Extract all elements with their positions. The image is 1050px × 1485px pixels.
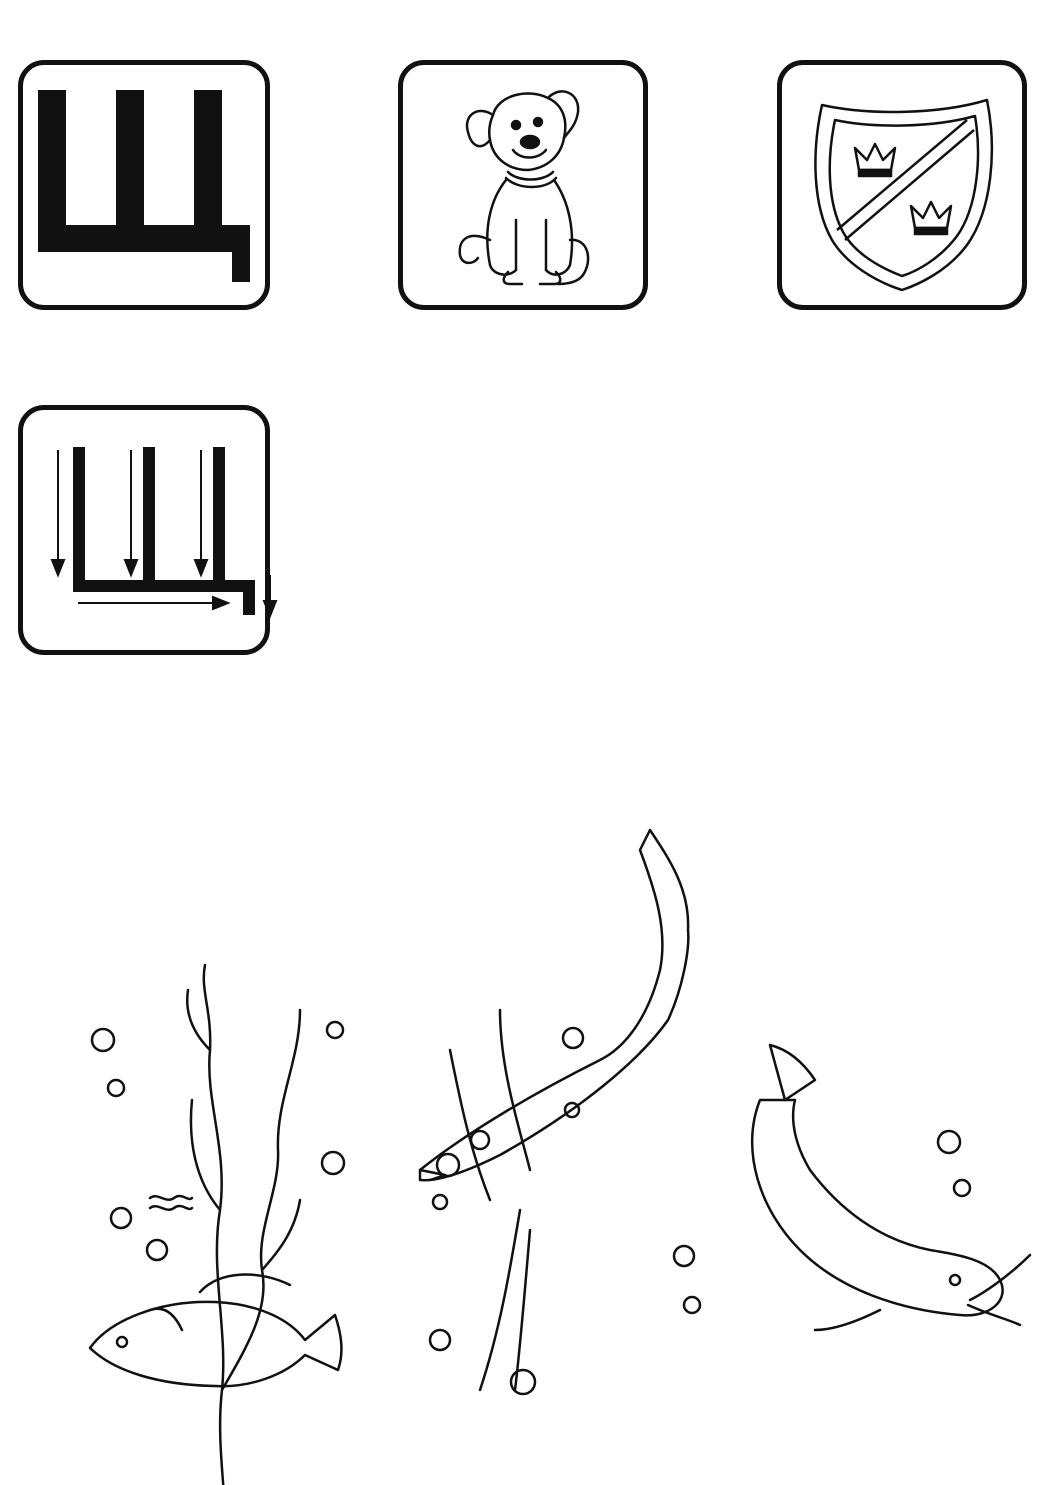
shield-icon <box>777 60 1027 310</box>
catfish-icon <box>752 1100 1002 1315</box>
writing-lines-top <box>0 390 1050 670</box>
picture-card-puppy <box>398 60 648 310</box>
letter-row-practice <box>0 780 1050 920</box>
left-plant-icon <box>187 965 300 1485</box>
task2-text <box>20 922 68 954</box>
puppy-icon <box>398 60 648 310</box>
fish-illustration <box>0 970 1050 1470</box>
letter-card <box>18 60 270 310</box>
picture-card-shield <box>777 60 1027 310</box>
big-letter-shcha <box>18 60 270 310</box>
